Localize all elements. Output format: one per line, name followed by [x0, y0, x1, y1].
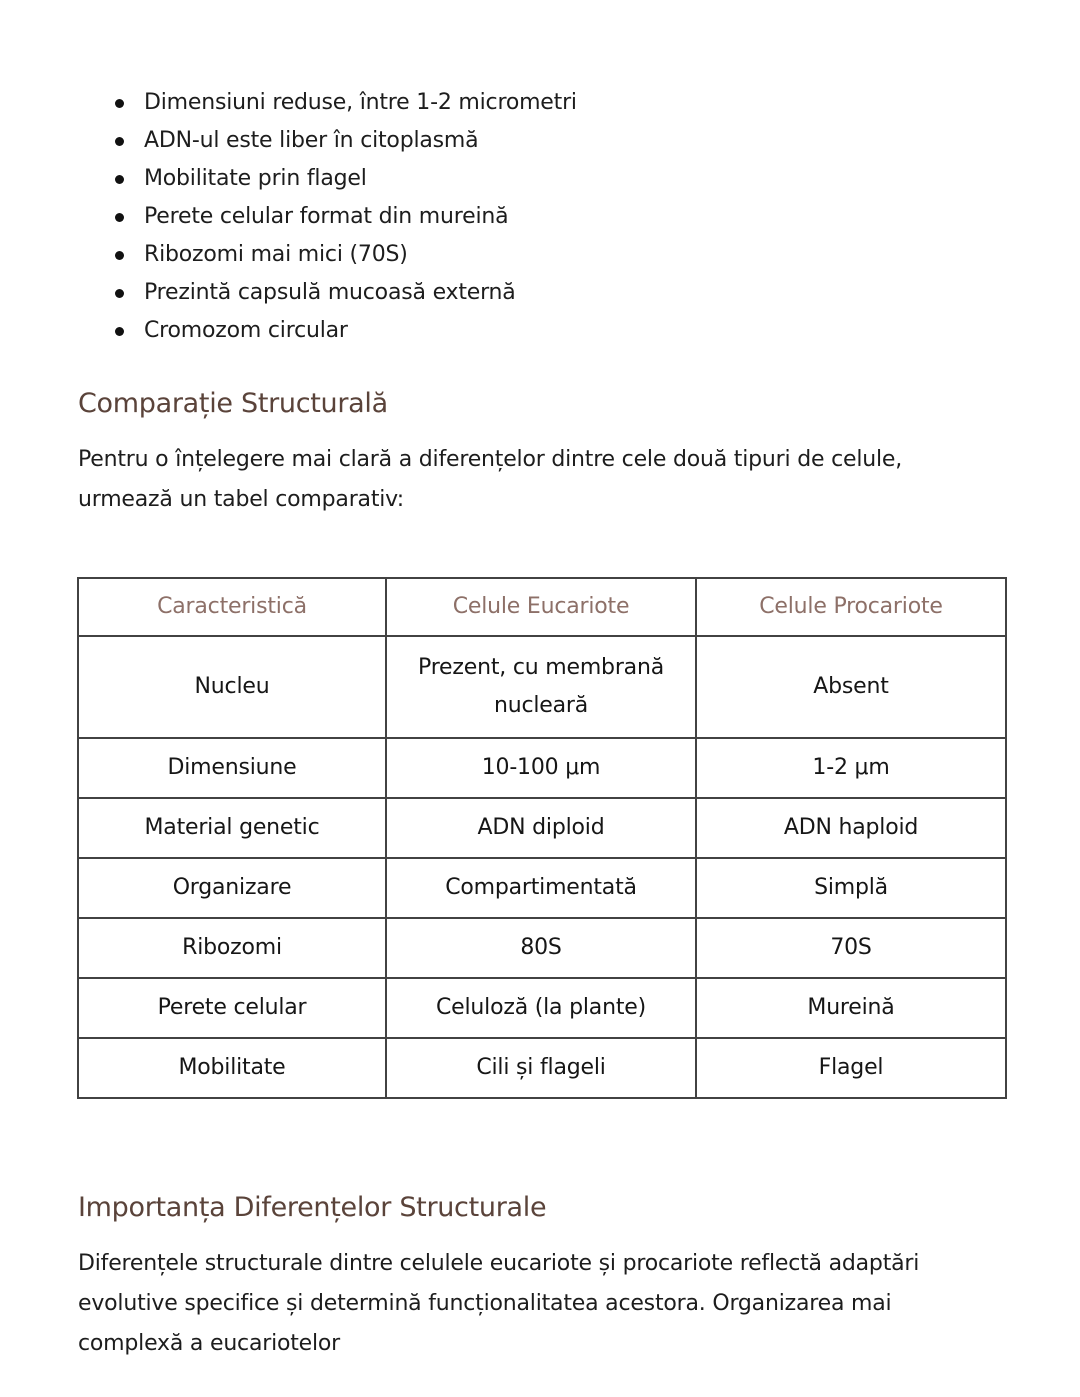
- table-row: [78, 798, 1006, 858]
- bullet-item: ADN-ul este liber în citoplasmă: [112, 122, 577, 160]
- comparison-table: [77, 577, 1007, 1099]
- table-row: [78, 1038, 1006, 1098]
- table-cell: Compartimentată: [386, 858, 696, 918]
- table-cell: ADN diploid: [386, 798, 696, 858]
- table-row: [78, 858, 1006, 918]
- table-cell: Nucleu: [78, 636, 386, 738]
- table-cell: Celuloză (la plante): [386, 978, 696, 1038]
- table-cell: Prezent, cu membrană nucleară: [386, 636, 696, 738]
- bullet-item: Prezintă capsulă mucoasă externă: [112, 274, 577, 312]
- table-cell: Mureină: [696, 978, 1006, 1038]
- table-header-cell: Celule Procariote: [696, 578, 1006, 636]
- table-cell: Dimensiune: [78, 738, 386, 798]
- table-cell: 10-100 μm: [386, 738, 696, 798]
- table-cell: Organizare: [78, 858, 386, 918]
- table-row: [78, 978, 1006, 1038]
- table-cell: Cili și flageli: [386, 1038, 696, 1098]
- table-row: [78, 636, 1006, 738]
- section-heading-comparison: Comparație Structurală: [78, 388, 388, 419]
- table-cell: Material genetic: [78, 798, 386, 858]
- importance-paragraph: Diferențele structurale dintre celulele eucariote și procariote reflectă adaptări evolutive specifice și determină funcționalitatea acestora. Organizarea mai complexă a eucariotelor: [78, 1251, 920, 1356]
- table-cell: ADN haploid: [696, 798, 1006, 858]
- table-row: [78, 918, 1006, 978]
- intro-paragraph: Pentru o înțelegere mai clară a diferențelor dintre cele două tipuri de celule, urmează un tabel comparativ:: [78, 447, 903, 512]
- bullet-item: Ribozomi mai mici (70S): [112, 236, 577, 274]
- table-cell: 1-2 μm: [696, 738, 1006, 798]
- table-cell: Mobilitate: [78, 1038, 386, 1098]
- table-cell: 70S: [696, 918, 1006, 978]
- table-header-row: [78, 578, 1006, 636]
- table-cell: Ribozomi: [78, 918, 386, 978]
- bullet-item: Dimensiuni reduse, între 1-2 micrometri: [112, 84, 577, 122]
- table-cell: Flagel: [696, 1038, 1006, 1098]
- table-header-cell: Celule Eucariote: [386, 578, 696, 636]
- bullet-item: Mobilitate prin flagel: [112, 160, 577, 198]
- bullet-item: Perete celular format din mureină: [112, 198, 577, 236]
- table-cell: Simplă: [696, 858, 1006, 918]
- table-row: [78, 738, 1006, 798]
- bullet-item: Cromozom circular: [112, 312, 577, 350]
- section-heading-importance: Importanța Diferențelor Structurale: [78, 1192, 547, 1223]
- table-cell: 80S: [386, 918, 696, 978]
- prokaryote-feature-list: [112, 84, 577, 350]
- table-cell: Perete celular: [78, 978, 386, 1038]
- table-header-cell: Caracteristică: [78, 578, 386, 636]
- table-cell: Absent: [696, 636, 1006, 738]
